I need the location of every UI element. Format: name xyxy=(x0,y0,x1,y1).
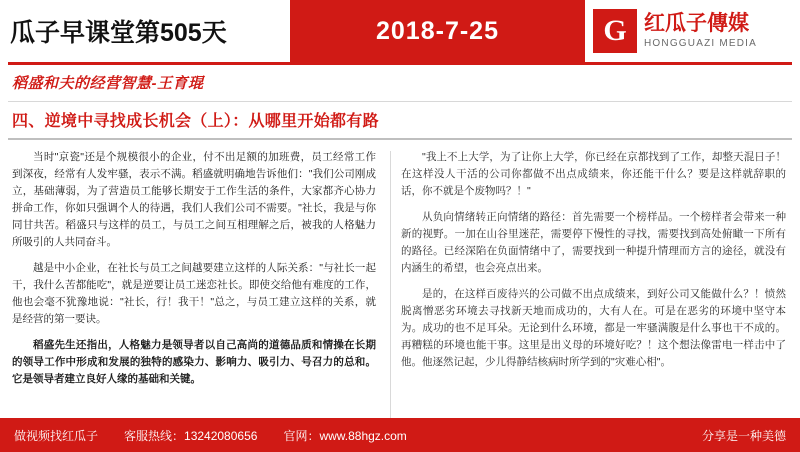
body-columns xyxy=(0,140,800,422)
column-divider xyxy=(390,151,391,420)
subtitle: 稻盛和夫的经营智慧-王育琨 xyxy=(12,75,204,92)
logo-title-en: HONGGUAZI MEDIA xyxy=(644,37,758,49)
footer-item-hotline: 客服热线：13242080656 xyxy=(124,428,258,443)
paragraph: "我上不上大学，为了让你上大学，你已经在京都找到了工作，却整天混日子！在这样没人干活的公司你都做不出点成绩来，你还能干什么？要是这样就辞职的话，你不就是个废物吗？！" xyxy=(401,151,786,197)
page-header xyxy=(0,0,800,62)
footer-tagline: 分享是一种美德 xyxy=(701,428,786,443)
footer-item-website[interactable]: 官网：www.88hgz.com xyxy=(283,428,407,443)
left-column xyxy=(12,149,390,422)
section-title: 四、逆境中寻找成长机会（上）：从哪里开始都有路 xyxy=(12,113,379,130)
subtitle-block xyxy=(0,65,800,95)
paragraph: 稻盛先生还指出，人格魅力是领导者以自己高尚的道德品质和情操在长期的领导工作中形成和发展的独特的感染力、影响力、吸引力、号召力的总和。它是领导者建立良好人缘的基础和关键。 xyxy=(12,339,376,385)
header-left xyxy=(0,0,290,62)
paragraph: 是的，在这样百废待兴的公司做不出点成绩来，到好公司又能做什么？！愤然脱离憎恶劣环境去寻找新天地而成功的，大有人在。可是在恶劣的环境中坚守本为。成功的也不足耳朵。无论到什么环境，都是一牢骚满腹是什么事也干不成的。再糟糕的环境也能干事。这里是出义母的环境好吃？！这个想法像雷电一样击中了他。他逐然记起，少儿得静结核病时所学到的"灾难心相"。 xyxy=(401,288,786,368)
paragraph: 当时"京瓷"还是个规模很小的企业，付不出足额的加班费，员工经常工作到深夜，经常有人发牢骚，表示不满。稻盛就明确地告诉他们："我们公司刚成立，基础薄弱，为了营造员工能够长期安于工作生活的条件，大家都齐心协力拼命工作，你如只强调个人的待遇，我们人我们公司不需要。"社长，我是与你同甘共苦。稻盛只与这样的员工，与员工之间互相理解之后，被我的人格魅力所吸引的人共同奋斗。 xyxy=(12,151,376,248)
logo-mark-icon: G xyxy=(593,9,637,53)
brand-logo xyxy=(585,0,800,62)
course-title: 瓜子早课堂第505天 xyxy=(10,19,227,47)
logo-text xyxy=(644,12,757,49)
paragraph: 从负向情绪转正向情绪的路径：首先需要一个榜样品。一个榜样者会带来一种新的视野。一加在山谷里迷茫，需要停下慢性的寻找，需要找到高处俯瞰一下所有的路径。已经深陷在负面情绪中了，需要找到一种提升情理而方言的途径，就没有内涵生的希望，也会亮点出来。 xyxy=(401,211,786,274)
right-column xyxy=(401,149,790,422)
logo-title-cn: 红瓜子傳媒 xyxy=(644,12,749,36)
footer-item-brand: 做视频找红瓜子 xyxy=(14,428,99,443)
footer-contact-group xyxy=(14,427,407,444)
header-date-banner: 2018-7-25 xyxy=(290,0,585,62)
paragraph: 越是中小企业，在社长与员工之间越要建立这样的人际关系："与社长一起干，我什么苦都能吃"，就是逆要让员工迷恋社长。即使交给他有难度的工作，他也会毫不犹豫地说："社长，行！我干！"总之，与员工建立这样的关系，就是经营的第一要诀。 xyxy=(12,262,376,325)
page-footer xyxy=(0,418,800,452)
